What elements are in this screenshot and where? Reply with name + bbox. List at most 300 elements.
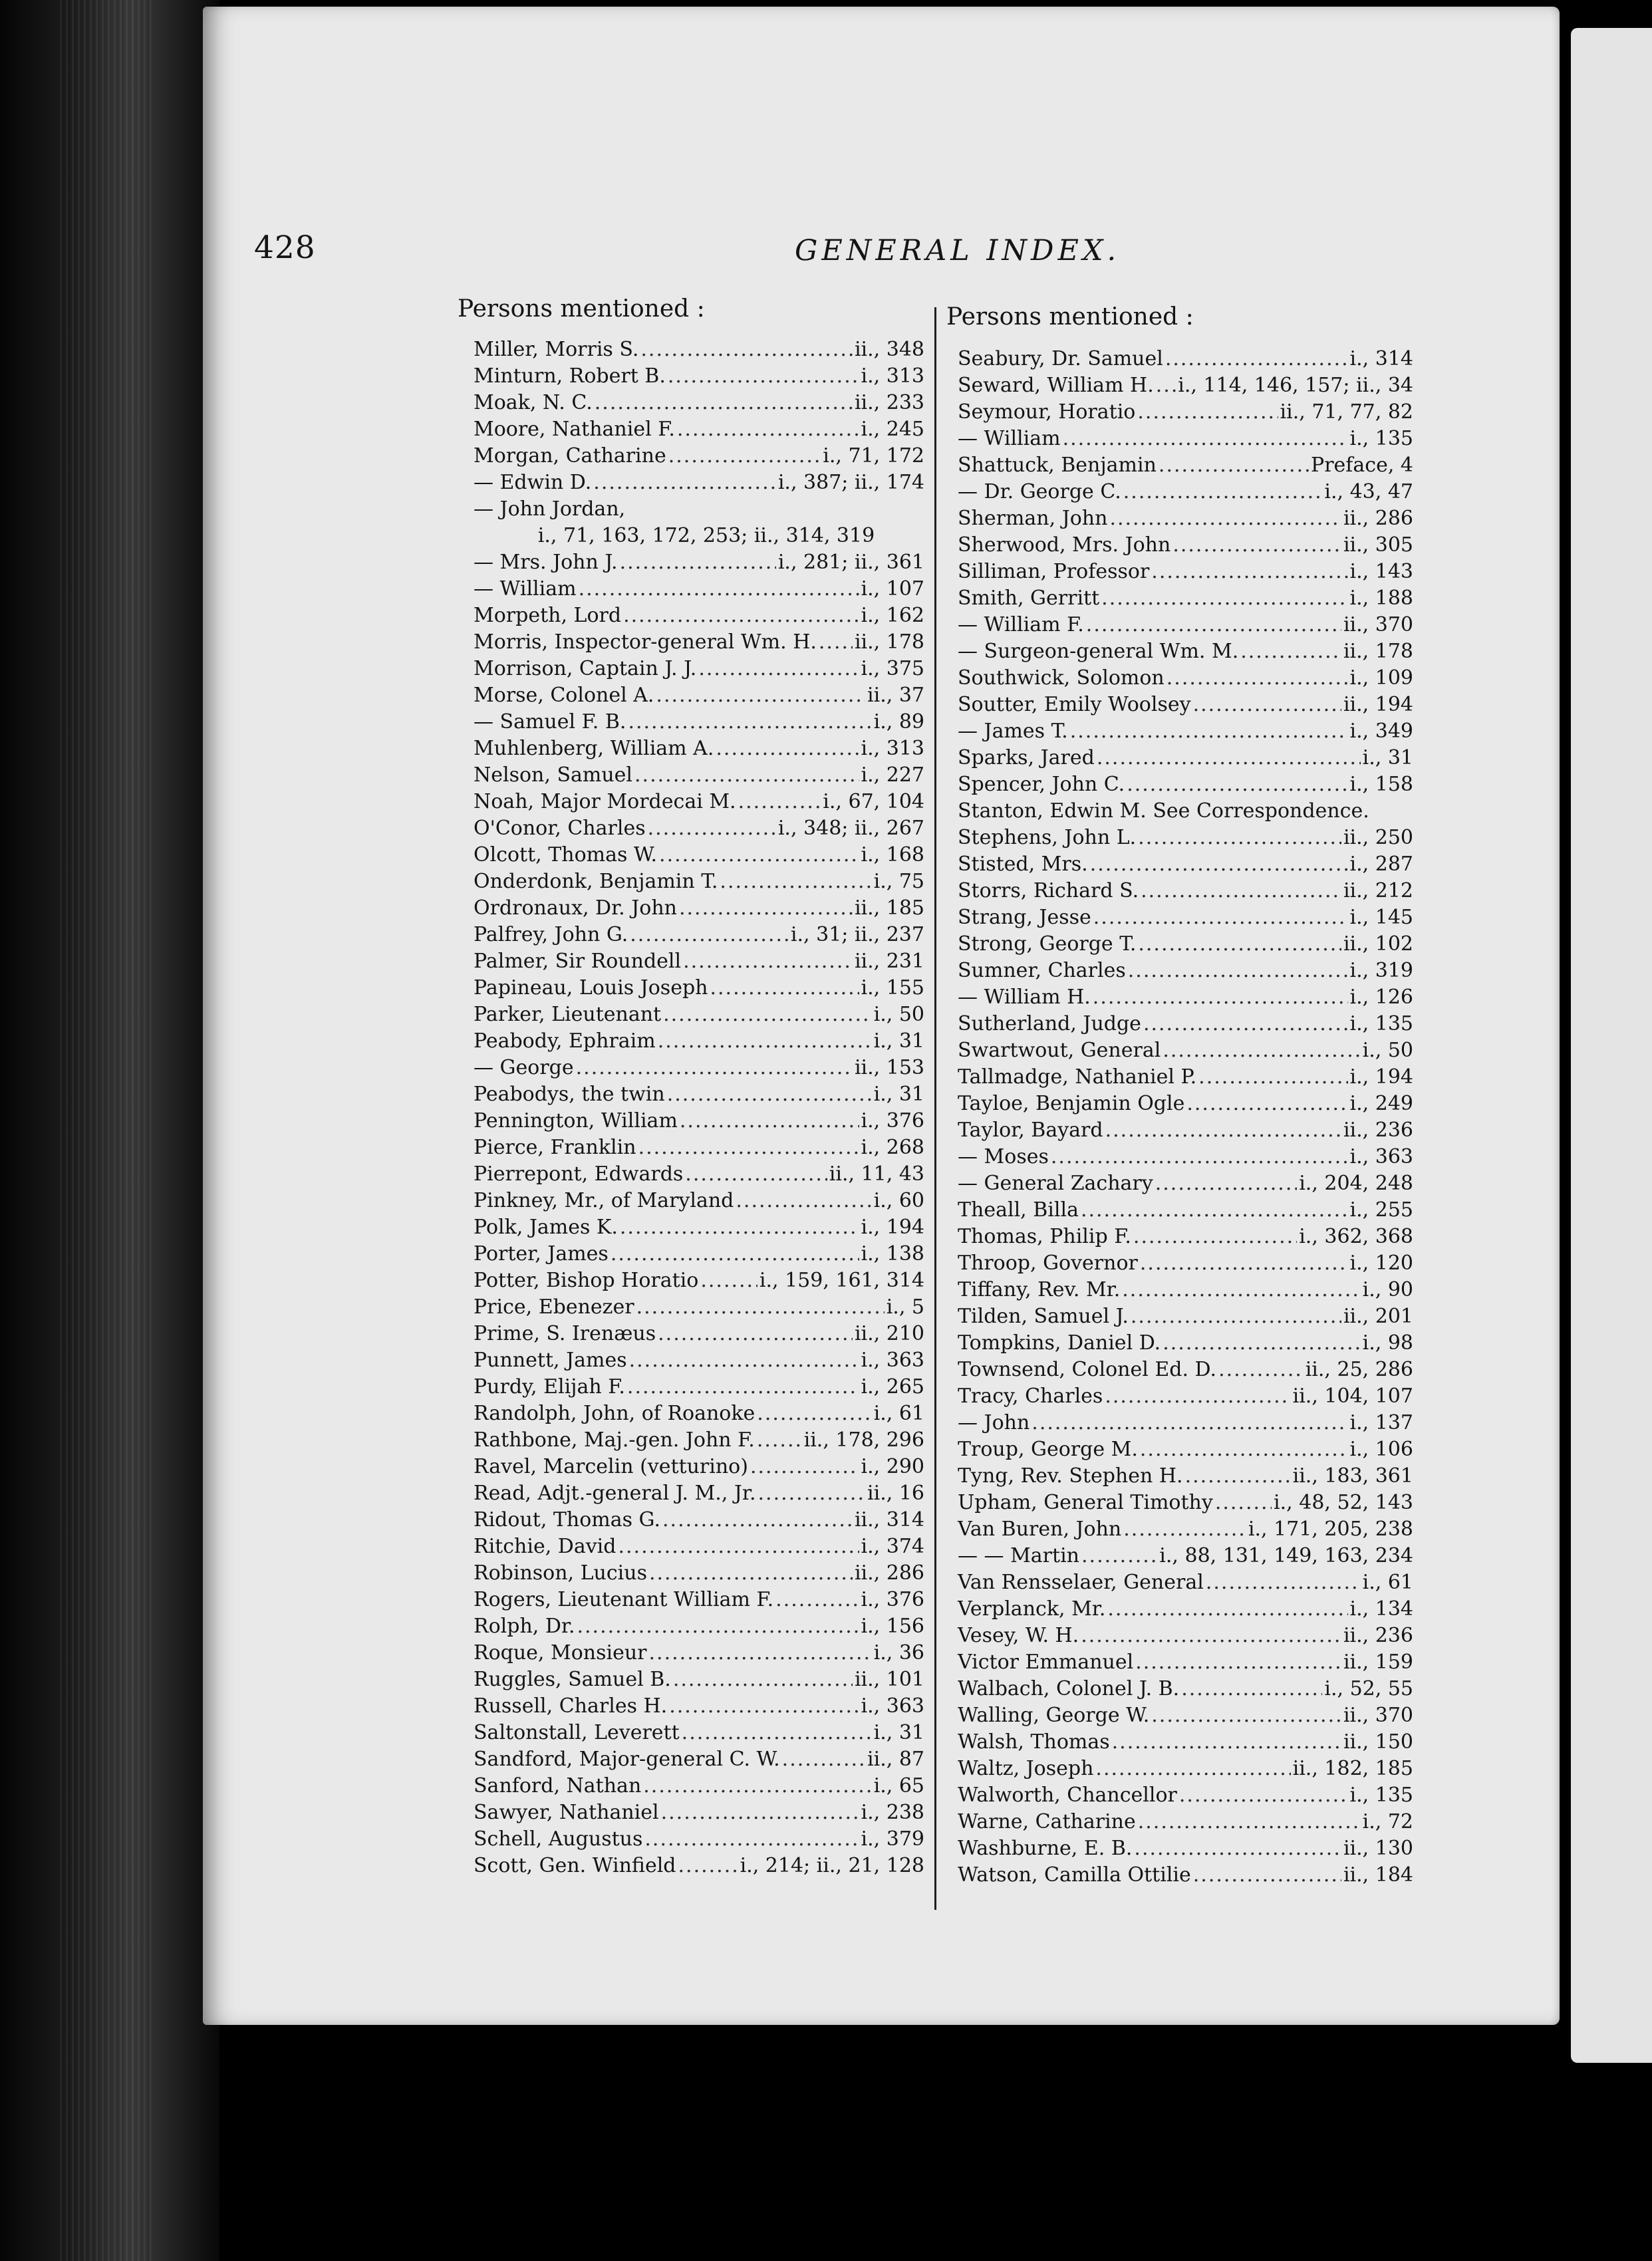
entry-page-reference: i., 65 xyxy=(873,1774,924,1797)
entry-name: Southwick, Solomon xyxy=(958,666,1165,690)
dot-leader xyxy=(628,710,871,733)
entry-page-reference: i., 43, 47 xyxy=(1324,480,1413,503)
entry-page-reference: i., 387; ii., 174 xyxy=(777,471,924,494)
dot-leader xyxy=(1051,1145,1348,1168)
entry-page-reference: i., 31 xyxy=(873,1029,924,1053)
dot-leader xyxy=(1179,1784,1348,1807)
index-entry xyxy=(958,959,1413,986)
entry-page-reference: i., 188 xyxy=(1349,587,1413,610)
index-entry xyxy=(958,799,1413,826)
entry-name: Potter, Bishop Horatio xyxy=(474,1269,699,1292)
entry-name: Soutter, Emily Woolsey xyxy=(958,693,1191,716)
entry-page-reference: i., 171, 205, 238 xyxy=(1248,1518,1413,1541)
dot-leader xyxy=(677,418,859,441)
entry-page-reference: ii., 150 xyxy=(1343,1730,1413,1754)
index-entry xyxy=(958,1571,1413,1597)
index-entry xyxy=(958,1438,1413,1464)
dot-leader xyxy=(667,1083,872,1106)
index-entry xyxy=(958,1225,1413,1252)
dot-leader xyxy=(1156,374,1176,397)
facing-page-edge xyxy=(1571,28,1652,2063)
index-entry xyxy=(474,1721,924,1748)
entry-page-reference: i., 31; ii., 237 xyxy=(790,923,924,946)
entry-page-reference: ii., 233 xyxy=(854,391,924,414)
entry-name: Tilden, Samuel J. xyxy=(958,1305,1129,1328)
dot-leader xyxy=(640,338,853,361)
entry-name: Townsend, Colonel Ed. D. xyxy=(958,1358,1217,1381)
entry-name: — John xyxy=(958,1411,1030,1434)
entry-name: Walworth, Chancellor xyxy=(958,1784,1177,1807)
entry-name: Walling, George W. xyxy=(958,1704,1150,1727)
entry-page-reference: ii., 201 xyxy=(1343,1305,1413,1328)
entry-name: Robinson, Lucius xyxy=(474,1561,647,1585)
index-entry xyxy=(958,1145,1413,1172)
entry-page-reference: i., 138 xyxy=(861,1242,924,1265)
entry-page-reference: i., 106 xyxy=(1349,1438,1413,1461)
entry-name: Walsh, Thomas xyxy=(958,1730,1110,1754)
index-entry xyxy=(958,1305,1413,1331)
entry-page-reference: i., 61 xyxy=(873,1402,924,1425)
dot-leader xyxy=(683,950,853,973)
entry-name: — Surgeon-general Wm. M. xyxy=(958,640,1239,663)
entry-name: Sawyer, Nathaniel xyxy=(474,1801,659,1824)
dot-leader xyxy=(658,1322,853,1345)
dot-leader xyxy=(1198,1065,1347,1089)
entry-page-reference: i., 245 xyxy=(861,418,924,441)
index-entry xyxy=(958,826,1413,853)
entry-name: Van Buren, John xyxy=(958,1518,1122,1541)
entry-page-reference: ii., 370 xyxy=(1343,1704,1413,1727)
index-entry xyxy=(474,1056,924,1083)
entry-name: Russell, Charles H. xyxy=(474,1694,668,1718)
entry-page-reference: i., 265 xyxy=(861,1375,924,1398)
index-entry xyxy=(474,1694,924,1721)
entry-page-reference: ii., 286 xyxy=(1343,507,1413,530)
dot-leader xyxy=(738,790,821,813)
entry-name: Sutherland, Judge xyxy=(958,1012,1141,1035)
index-entry xyxy=(958,1624,1413,1651)
dot-leader xyxy=(644,1827,859,1851)
index-entry xyxy=(958,746,1413,773)
entry-page-reference: i., 194 xyxy=(1349,1065,1413,1089)
entry-page-reference: i., 31 xyxy=(873,1721,924,1744)
dot-leader xyxy=(1143,1012,1348,1035)
entry-page-reference: i., 5 xyxy=(886,1295,924,1319)
entry-page-reference: i., 145 xyxy=(1349,906,1413,929)
entry-name: Morrison, Captain J. J. xyxy=(474,657,697,680)
dot-leader xyxy=(1137,400,1278,424)
entry-page-reference: ii., 178, 296 xyxy=(803,1428,924,1452)
entry-page-reference: i., 374 xyxy=(861,1535,924,1558)
entry-page-reference: i., 155 xyxy=(861,976,924,999)
entry-name: Upham, General Timothy xyxy=(958,1491,1213,1514)
index-entry xyxy=(958,560,1413,587)
index-entry xyxy=(474,1216,924,1242)
entry-page-reference: i., 363 xyxy=(861,1349,924,1372)
entry-page-reference: i., 162 xyxy=(861,604,924,627)
index-entry xyxy=(474,710,924,737)
index-entry xyxy=(958,1784,1413,1810)
index-entry xyxy=(474,1269,924,1295)
entry-page-reference: ii., 11, 43 xyxy=(829,1162,924,1186)
dot-leader xyxy=(1141,879,1341,902)
index-entry xyxy=(958,613,1413,640)
entry-page-reference: i., 71, 172 xyxy=(823,444,924,467)
entry-page-reference: i., 36 xyxy=(873,1641,924,1664)
entry-name: Throop, Governor xyxy=(958,1252,1138,1275)
index-entry xyxy=(474,870,924,896)
entry-page-reference: ii., 348 xyxy=(854,338,924,361)
entry-name: Ruggles, Samuel B. xyxy=(474,1668,671,1691)
dot-leader xyxy=(1081,1624,1341,1647)
dot-leader xyxy=(1122,1278,1360,1301)
index-entry xyxy=(474,630,924,657)
entry-page-reference: i., 363 xyxy=(1349,1145,1413,1168)
entry-name: Olcott, Thomas W. xyxy=(474,843,658,866)
entry-page-reference: i., 67, 104 xyxy=(823,790,924,813)
dot-leader xyxy=(623,604,859,627)
entry-page-reference: i., 75 xyxy=(873,870,924,893)
dot-leader xyxy=(1193,693,1341,716)
dot-leader xyxy=(648,817,776,840)
index-entry xyxy=(474,923,924,950)
entry-page-reference: i., 281; ii., 361 xyxy=(777,551,924,574)
dot-leader xyxy=(1101,587,1347,610)
dot-leader xyxy=(668,364,859,388)
entry-page-reference: i., 204, 248 xyxy=(1299,1172,1413,1195)
index-entry xyxy=(958,587,1413,613)
entry-name: — General Zachary xyxy=(958,1172,1153,1195)
entry-page-reference: i., 120 xyxy=(1349,1252,1413,1275)
entry-name: O'Conor, Charles xyxy=(474,817,646,840)
entry-page-reference: ii., 71, 77, 82 xyxy=(1280,400,1413,424)
entry-name: Storrs, Richard S. xyxy=(958,879,1139,902)
dot-leader xyxy=(1133,1225,1297,1248)
index-entry xyxy=(474,1029,924,1056)
dot-leader xyxy=(1123,480,1323,503)
dot-leader xyxy=(1172,533,1341,557)
dot-leader xyxy=(620,551,776,574)
entry-name: Peabodys, the twin xyxy=(474,1083,665,1106)
index-entry xyxy=(958,1757,1413,1784)
entry-name: Moore, Nathaniel F. xyxy=(474,418,675,441)
entry-page-reference: i., 31 xyxy=(873,1083,924,1106)
entry-name: Prime, S. Irenæus xyxy=(474,1322,656,1345)
index-entry xyxy=(474,391,924,418)
dot-leader xyxy=(661,1801,859,1824)
entry-name: Palfrey, John G. xyxy=(474,923,628,946)
entry-name: Purdy, Elijah F. xyxy=(474,1375,625,1398)
entry-name: Sandford, Major-general C. W. xyxy=(474,1748,780,1771)
dot-leader xyxy=(1109,507,1341,530)
index-entry xyxy=(474,551,924,577)
entry-page-reference: i., 227 xyxy=(861,763,924,787)
dot-leader xyxy=(1193,1863,1341,1887)
entry-name: Walbach, Colonel J. B. xyxy=(958,1677,1180,1700)
entry-page-reference: i., 362, 368 xyxy=(1299,1225,1413,1248)
entry-page-reference: i., 168 xyxy=(861,843,924,866)
index-entry xyxy=(474,1801,924,1827)
entry-name: Rathbone, Maj.-gen. John F. xyxy=(474,1428,755,1452)
entry-name: Pierrepont, Edwards xyxy=(474,1162,684,1186)
entry-name: Stisted, Mrs. xyxy=(958,853,1088,876)
entry-page-reference: ii., 305 xyxy=(1343,533,1413,557)
index-entry xyxy=(474,444,924,471)
entry-page-reference: i., 60 xyxy=(873,1189,924,1212)
dot-leader xyxy=(634,763,859,787)
entry-name: Punnett, James xyxy=(474,1349,627,1372)
dot-leader xyxy=(1185,1464,1291,1488)
entry-page-reference: ii., 25, 286 xyxy=(1305,1358,1413,1381)
entry-name: Moak, N. C. xyxy=(474,391,593,414)
entry-page-reference: ii., 184 xyxy=(1343,1863,1413,1887)
index-entry xyxy=(958,454,1413,480)
dot-leader xyxy=(643,1774,871,1797)
entry-name: Polk, James K. xyxy=(474,1216,618,1239)
entry-page-reference: ii., 182, 185 xyxy=(1292,1757,1413,1780)
entry-name: Rolph, Dr. xyxy=(474,1615,575,1638)
entry-page-reference: i., 31 xyxy=(1362,746,1413,769)
index-entry xyxy=(958,480,1413,507)
index-entry xyxy=(958,1863,1413,1890)
entry-page-reference: i., 89 xyxy=(873,710,924,733)
entry-name: Tayloe, Benjamin Ogle xyxy=(958,1092,1185,1115)
entry-name: Tompkins, Daniel D. xyxy=(958,1331,1161,1355)
entry-page-reference: i., 290 xyxy=(861,1455,924,1478)
index-entry xyxy=(474,1588,924,1615)
dot-leader xyxy=(1123,1518,1246,1541)
dot-leader xyxy=(1140,1252,1348,1275)
dot-leader xyxy=(1181,1677,1322,1700)
index-entry xyxy=(474,763,924,790)
entry-page-reference: i., 376 xyxy=(861,1109,924,1132)
dot-leader xyxy=(649,1641,872,1664)
entry-name: Onderdonk, Benjamin T. xyxy=(474,870,718,893)
entry-name: Waltz, Joseph xyxy=(958,1757,1094,1780)
entry-page-reference: i., 143 xyxy=(1349,560,1413,583)
dot-leader xyxy=(678,1854,738,1877)
entry-name: — — Martin xyxy=(958,1544,1079,1567)
dot-leader xyxy=(679,896,853,920)
entry-name: Spencer, John C. xyxy=(958,773,1125,796)
entry-name: Seymour, Horatio xyxy=(958,400,1136,424)
index-entry xyxy=(474,1748,924,1774)
entry-name: Strong, George T. xyxy=(958,932,1137,956)
index-entry xyxy=(474,338,924,364)
dot-leader xyxy=(1163,1331,1360,1355)
entry-name: Taylor, Bayard xyxy=(958,1119,1103,1142)
entry-page-reference: ii., 102 xyxy=(1343,932,1413,956)
dot-leader xyxy=(1240,640,1341,663)
entry-page-reference: i., 134 xyxy=(1349,1597,1413,1621)
dot-leader xyxy=(1206,1571,1361,1594)
entry-name: Pinkney, Mr., of Maryland xyxy=(474,1189,734,1212)
entry-page-reference: ii., 231 xyxy=(854,950,924,973)
entry-page-reference: i., 50 xyxy=(1362,1039,1413,1062)
index-entry xyxy=(474,657,924,684)
entry-name: Miller, Morris S. xyxy=(474,338,639,361)
entry-name: Theall, Billa xyxy=(958,1198,1079,1222)
entry-name: Stephens, John L. xyxy=(958,826,1137,849)
index-entry xyxy=(958,1810,1413,1837)
index-entry xyxy=(958,879,1413,906)
index-entry xyxy=(474,1322,924,1349)
dot-leader xyxy=(1095,1757,1290,1780)
index-entry xyxy=(958,1837,1413,1863)
running-head: GENERAL INDEX. xyxy=(795,234,1121,267)
index-entry xyxy=(958,720,1413,746)
entry-name: Shattuck, Benjamin xyxy=(958,454,1157,477)
index-entry xyxy=(474,790,924,817)
index-entry xyxy=(958,666,1413,693)
entry-name: Warne, Catharine xyxy=(958,1810,1136,1833)
entry-name: — Edwin D. xyxy=(474,471,592,494)
page-number: 428 xyxy=(254,229,316,266)
index-entry xyxy=(958,1704,1413,1730)
entry-page-reference: i., 135 xyxy=(1349,427,1413,450)
dot-leader xyxy=(627,1375,859,1398)
entry-name: Sherwood, Mrs. John xyxy=(958,533,1171,557)
entry-page-reference: ii., 210 xyxy=(854,1322,924,1345)
index-entry xyxy=(474,684,924,710)
index-entry xyxy=(958,693,1413,720)
index-entry xyxy=(474,604,924,630)
book-binding xyxy=(0,0,219,2261)
entry-name: Morris, Inspector-general Wm. H. xyxy=(474,630,817,654)
dot-leader xyxy=(1151,1704,1341,1727)
column-divider xyxy=(934,307,936,1910)
dot-leader xyxy=(1090,853,1348,876)
index-entry xyxy=(474,817,924,843)
index-entry xyxy=(958,1464,1413,1491)
dot-leader xyxy=(819,630,853,654)
dot-leader xyxy=(636,1295,885,1319)
index-entry xyxy=(958,1012,1413,1039)
entry-name: Read, Adjt.-general J. M., Jr. xyxy=(474,1482,756,1505)
dot-leader xyxy=(662,1508,853,1531)
entry-name: Vesey, W. H. xyxy=(958,1624,1079,1647)
dot-leader xyxy=(1151,560,1347,583)
dot-leader xyxy=(668,444,821,467)
entry-page-reference: i., 319 xyxy=(1349,959,1413,982)
entry-name: Strang, Jesse xyxy=(958,906,1091,929)
index-entry xyxy=(958,1065,1413,1092)
entry-page-reference: i., 159, 161, 314 xyxy=(759,1269,924,1292)
index-entry xyxy=(474,524,924,551)
dot-leader xyxy=(1138,1810,1361,1833)
left-index-column xyxy=(474,338,924,1881)
entry-name: Porter, James xyxy=(474,1242,609,1265)
index-entry xyxy=(958,400,1413,427)
dot-leader xyxy=(1093,906,1348,929)
dot-leader xyxy=(685,1162,827,1186)
index-entry xyxy=(958,1651,1413,1677)
entry-name: Parker, Lieutenant xyxy=(474,1003,662,1026)
entry-name: Seward, William H. xyxy=(958,374,1154,397)
entry-page-reference: i., 126 xyxy=(1349,986,1413,1009)
dot-leader xyxy=(1063,427,1348,450)
entry-name: Palmer, Sir Roundell xyxy=(474,950,682,973)
index-entry xyxy=(958,1119,1413,1145)
index-entry xyxy=(958,1039,1413,1065)
dot-leader xyxy=(700,1269,757,1292)
dot-leader xyxy=(736,1189,871,1212)
index-entry xyxy=(958,1491,1413,1518)
entry-page-reference: ii., 370 xyxy=(1343,613,1413,636)
entry-page-reference: ii., 153 xyxy=(854,1056,924,1079)
entry-page-reference: i., 107 xyxy=(861,577,924,600)
index-entry xyxy=(474,471,924,497)
index-entry xyxy=(474,1428,924,1455)
index-entry xyxy=(958,1518,1413,1544)
dot-leader xyxy=(710,976,859,999)
entry-page-reference: i., 61 xyxy=(1362,1571,1413,1594)
index-entry xyxy=(958,640,1413,666)
dot-leader xyxy=(1140,1438,1348,1461)
entry-page-reference: ii., 178 xyxy=(854,630,924,654)
entry-name: Nelson, Samuel xyxy=(474,763,633,787)
entry-name: — John Jordan, xyxy=(474,497,626,521)
dot-leader xyxy=(618,1535,859,1558)
entry-page-reference: i., 156 xyxy=(861,1615,924,1638)
entry-name: Tracy, Charles xyxy=(958,1385,1103,1408)
index-entry xyxy=(958,1677,1413,1704)
entry-name: — William H. xyxy=(958,986,1091,1009)
index-entry xyxy=(474,1083,924,1109)
dot-leader xyxy=(680,1109,859,1132)
entry-name: Schell, Augustus xyxy=(474,1827,643,1851)
index-entry xyxy=(474,1455,924,1482)
entry-name: i., 71, 163, 172, 253; ii., 314, 319 xyxy=(537,524,875,547)
dot-leader xyxy=(758,1482,866,1505)
entry-page-reference: i., 48, 52, 143 xyxy=(1274,1491,1413,1514)
entry-page-reference: ii., 194 xyxy=(1343,693,1413,716)
index-entry xyxy=(474,1109,924,1136)
dot-leader xyxy=(595,391,853,414)
entry-page-reference: ii., 16 xyxy=(867,1482,924,1505)
dot-leader xyxy=(1127,773,1347,796)
entry-page-reference: i., 376 xyxy=(861,1588,924,1611)
index-entry xyxy=(958,1252,1413,1278)
dot-leader xyxy=(1097,746,1361,769)
entry-name: — William F. xyxy=(958,613,1084,636)
dot-leader xyxy=(577,1615,859,1638)
entry-name: Sumner, Charles xyxy=(958,959,1126,982)
dot-leader xyxy=(611,1242,859,1265)
index-entry xyxy=(958,374,1413,400)
entry-name: — James T. xyxy=(958,720,1068,743)
entry-page-reference: ii., 286 xyxy=(854,1561,924,1585)
entry-page-reference: i., 158 xyxy=(1349,773,1413,796)
entry-name: Seabury, Dr. Samuel xyxy=(958,347,1163,370)
dot-leader xyxy=(673,1668,853,1691)
entry-name: Minturn, Robert B. xyxy=(474,364,666,388)
index-entry xyxy=(474,1349,924,1375)
dot-leader xyxy=(1112,1730,1341,1754)
dot-leader xyxy=(775,1588,859,1611)
entry-page-reference: ii., 236 xyxy=(1343,1119,1413,1142)
entry-page-reference: i., 375 xyxy=(861,657,924,680)
entry-name: Smith, Gerritt xyxy=(958,587,1100,610)
dot-leader xyxy=(720,870,871,893)
entry-page-reference: i., 114, 146, 157; ii., 34 xyxy=(1178,374,1413,397)
entry-name: — William xyxy=(474,577,577,600)
index-entry xyxy=(958,1092,1413,1119)
entry-page-reference: i., 194 xyxy=(861,1216,924,1239)
entry-name: Muhlenberg, William A. xyxy=(474,737,714,760)
entry-name: Washburne, E. B. xyxy=(958,1837,1133,1860)
entry-name: Morgan, Catharine xyxy=(474,444,666,467)
